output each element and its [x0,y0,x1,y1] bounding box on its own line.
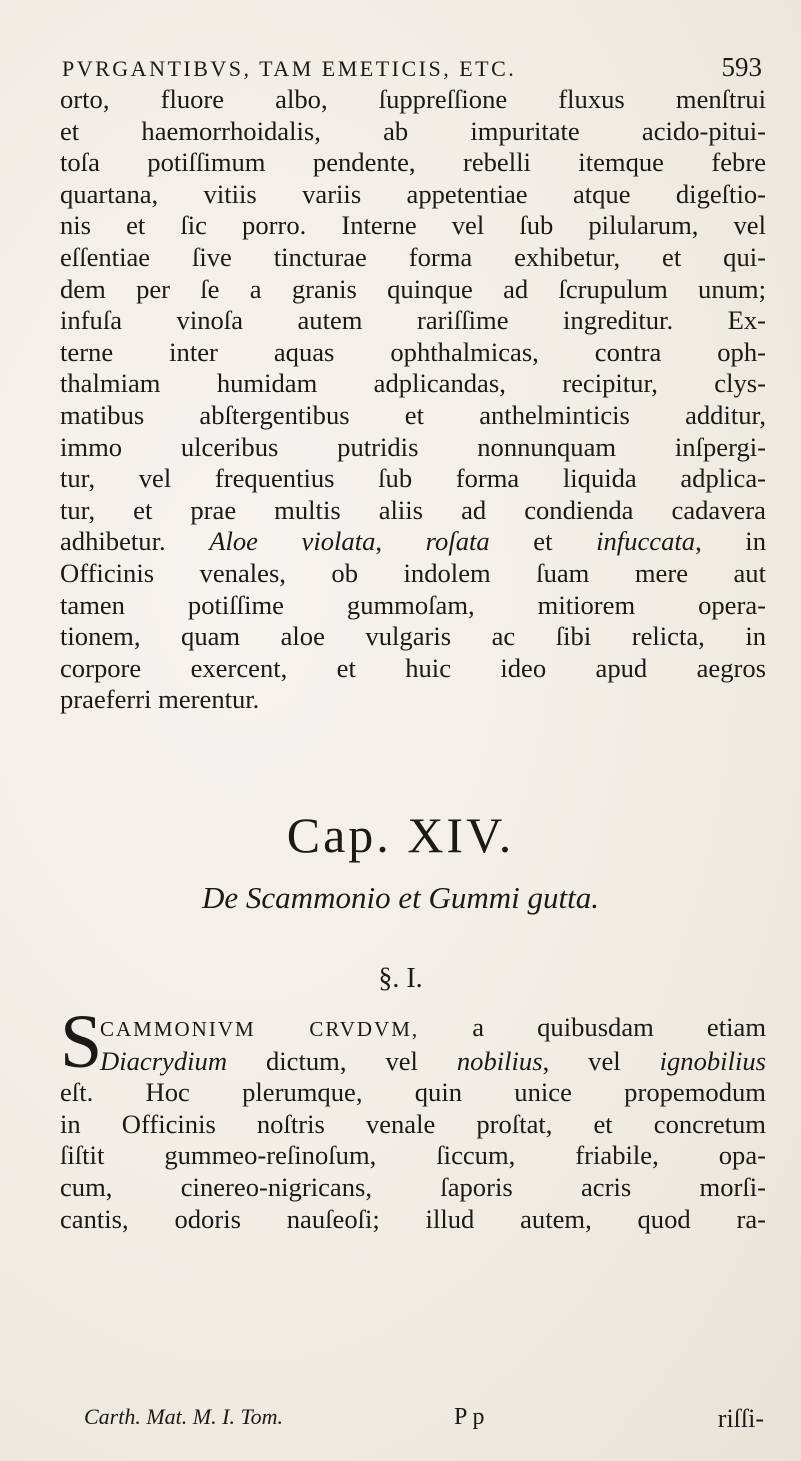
text-fragment: , [375,526,426,557]
body-paragraph [60,84,766,716]
text-line: toſa potiſſimum pendente, rebelli itemque febre [60,147,766,178]
text-line: tur, et prae multis aliis ad condienda cadavera [60,494,766,525]
text-line: infuſa vinoſa autem rariſſime ingreditur. Ex- [60,305,766,336]
chapter-heading [0,806,801,864]
text-line: orto, fluore albo, ſuppreſſione fluxus menſtrui [60,84,766,114]
text-fragment: dictum, vel [227,1045,457,1076]
running-title: PVRGANTIBVS, TAM EMETICIS, ETC. [62,56,517,81]
text-line-aloe [60,526,766,558]
text-line: tionem, quam aloe vulgaris ac ſibi relicta, in [60,621,766,652]
section-paragraph [60,1012,766,1235]
text-fragment: et [489,526,597,557]
page-footer [84,1404,764,1433]
diacrydium-term: Diacrydium [100,1045,228,1076]
text-line: tur, vel frequentius ſub forma liquida adplica- [60,463,766,494]
text-line: immo ulceribus putridis nonnunquam inſpergi- [60,431,766,462]
chapter-subtitle: De Scammonio et Gummi gutta. [202,880,599,915]
section-mark: §. I. [378,963,423,994]
text-line: et haemorrhoidalis, ab impuritate acido-pitui- [60,115,766,146]
text-line: dem per ſe a granis quinque ad ſcrupulum unum; [60,273,766,304]
text-line: tamen potiſſime gummoſam, mitiorem opera- [60,589,766,620]
text-line: terne inter aquas ophthalmicas, contra oph- [60,336,766,367]
text-line: eſſentiae ſive tincturae forma exhibetur, et qui- [60,241,766,272]
drop-capital: S [60,1000,103,1084]
text-line: eſt. Hoc plerumque, quin unice propemodum [60,1077,766,1108]
signature-mark: P p [454,1404,485,1430]
text-line: thalmiam humidam adplicandas, recipitur, clys- [60,368,766,399]
text-line: corpore exercent, et huic ideo apud aegros [60,652,766,683]
text-line [60,1046,766,1078]
small-caps-term: CAMMONIVM CRVDVM, [100,1017,420,1041]
text-line: cantis, odoris nauſeoſi; illud autem, quod ra- [60,1203,766,1234]
ignobilius-term: ignobilius [659,1045,766,1076]
text-fragment: , in [695,526,766,557]
text-line: cum, cinereo-nigricans, ſaporis acris morſi- [60,1171,766,1202]
page-number: 593 [721,52,762,82]
text-line: praeferri merentur. [60,684,260,715]
footer-citation: Carth. Mat. M. I. Tom. [84,1404,284,1429]
infuccata-term: infuccata [596,526,696,557]
running-header [62,52,762,82]
aloe-violata-term: Aloe violata [209,526,376,557]
text-fragment: adhibetur. [60,526,210,557]
text-fragment: , vel [542,1045,660,1076]
rosata-term: roſata [425,526,490,557]
text-line: in Officinis noſtris venale proſtat, et concretum [60,1108,766,1139]
nobilius-term: nobilius [456,1045,543,1076]
chapter-number: XIV. [407,807,515,863]
text-line: nis et ſic porro. Interne vel ſub pilularum, vel [60,210,766,241]
text-line [60,1012,766,1046]
text-line: quartana, vitiis variis appetentiae atque digeſtio- [60,178,766,209]
text-line: ſiſtit gummeo-reſinoſum, ſiccum, friabile, opa- [60,1140,766,1171]
chapter-label: Cap. [286,807,392,863]
text-line: matibus abſtergentibus et anthelminticis additur, [60,399,766,430]
catchword: riſſi- [717,1404,764,1433]
text-fragment: a quibusdam etiam [419,1012,767,1042]
text-line: Officinis venales, ob indolem ſuam mere aut [60,557,766,588]
